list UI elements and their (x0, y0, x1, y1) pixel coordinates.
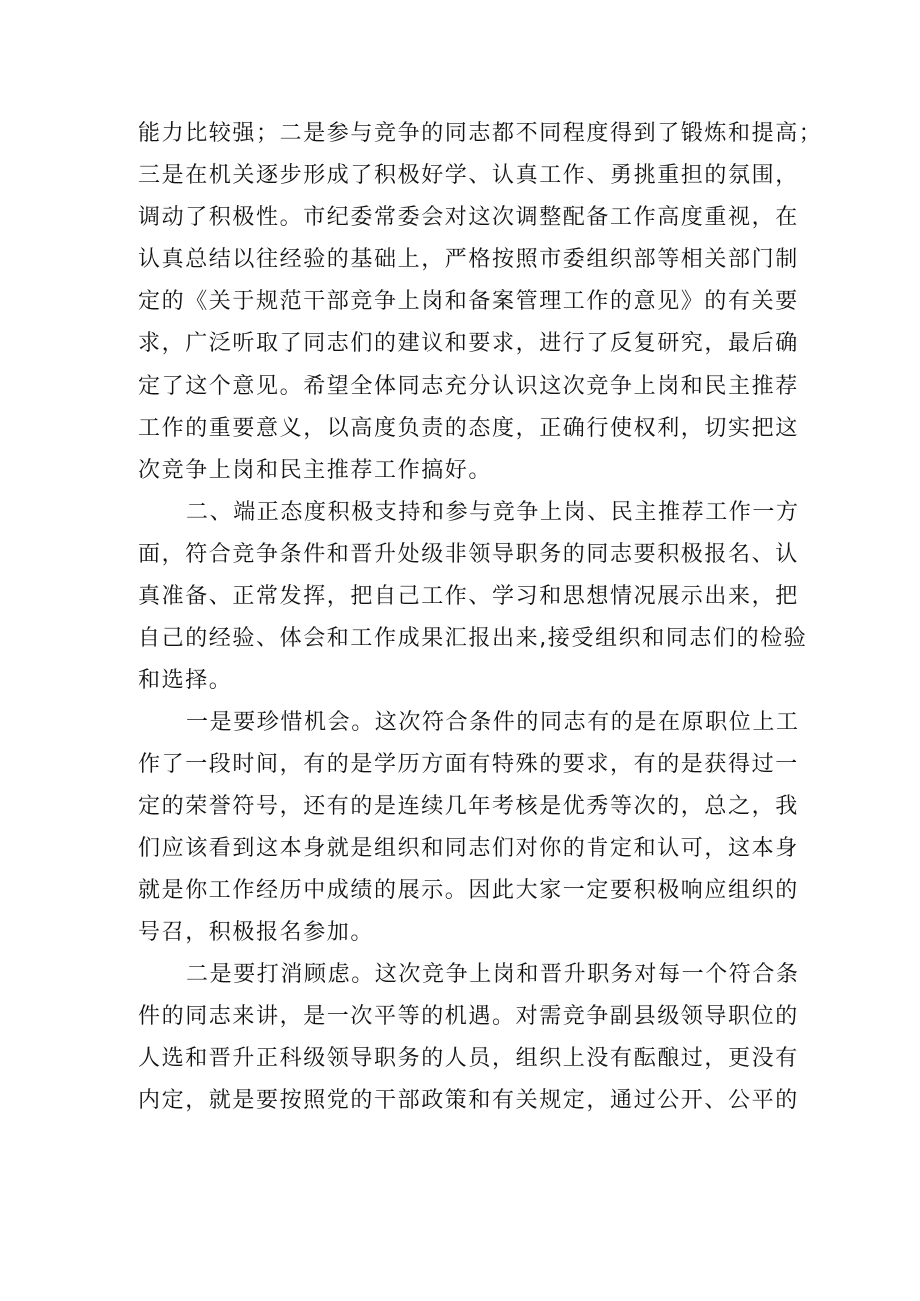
text-line: 定了这个意见。希望全体同志充分认识这次竞争上岗和民主推荐 (138, 374, 799, 399)
text-line: 求，广泛听取了同志们的建议和要求，进行了反复研究，最后确 (138, 331, 799, 356)
text-line: 定的《关于规范干部竞争上岗和备案管理工作的意见》的有关要 (138, 289, 799, 314)
text-line: 调动了积极性。市纪委常委会对这次调整配备工作高度重视，在 (138, 205, 799, 230)
paragraph-start-line: 二是要打消顾虑。这次竞争上岗和晋升职务对每一个符合条 (186, 962, 800, 987)
paragraph-start-line: 一是要珍惜机会。这次符合条件的同志有的是在原职位上工 (186, 710, 800, 735)
text-line: 作了一段时间，有的是学历方面有特殊的要求，有的是获得过一 (138, 752, 799, 777)
text-line: 人选和晋升正科级领导职务的人员，组织上没有酝酿过，更没有 (138, 1046, 799, 1071)
text-line: 件的同志来讲，是一次平等的机遇。对需竞争副县级领导职位的 (138, 1004, 799, 1029)
text-line: 号召，积极报名参加。 (138, 920, 375, 945)
text-line: 就是你工作经历中成绩的展示。因此大家一定要积极响应组织的 (138, 878, 799, 903)
text-line: 和选择。 (138, 668, 233, 693)
text-line: 内定，就是要按照党的干部政策和有关规定，通过公开、公平的 (138, 1088, 799, 1113)
text-line: 能力比较强；二是参与竞争的同志都不同程度得到了锻炼和提高； (138, 121, 823, 146)
text-line: 认真总结以往经验的基础上，严格按照市委组织部等相关部门制 (138, 247, 799, 272)
section-heading-line: 二、端正态度积极支持和参与竞争上岗、民主推荐工作一方 (186, 500, 800, 525)
text-line: 定的荣誉符号，还有的是连续几年考核是优秀等次的，总之，我 (138, 794, 799, 819)
text-line: 次竞争上岗和民主推荐工作搞好。 (138, 458, 493, 483)
text-line: 们应该看到这本身就是组织和同志们对你的肯定和认可，这本身 (138, 836, 799, 861)
text-line: 工作的重要意义，以高度负责的态度，正确行使权利，切实把这 (138, 416, 799, 441)
text-line: 三是在机关逐步形成了积极好学、认真工作、勇挑重担的氛围， (138, 163, 799, 188)
text-line: 自己的经验、体会和工作成果汇报出来,接受组织和同志们的检验 (138, 626, 808, 651)
text-line: 面，符合竞争条件和晋升处级非领导职务的同志要积极报名、认 (138, 542, 799, 567)
text-line: 真准备、正常发挥，把自己工作、学习和思想情况展示出来，把 (138, 584, 799, 609)
